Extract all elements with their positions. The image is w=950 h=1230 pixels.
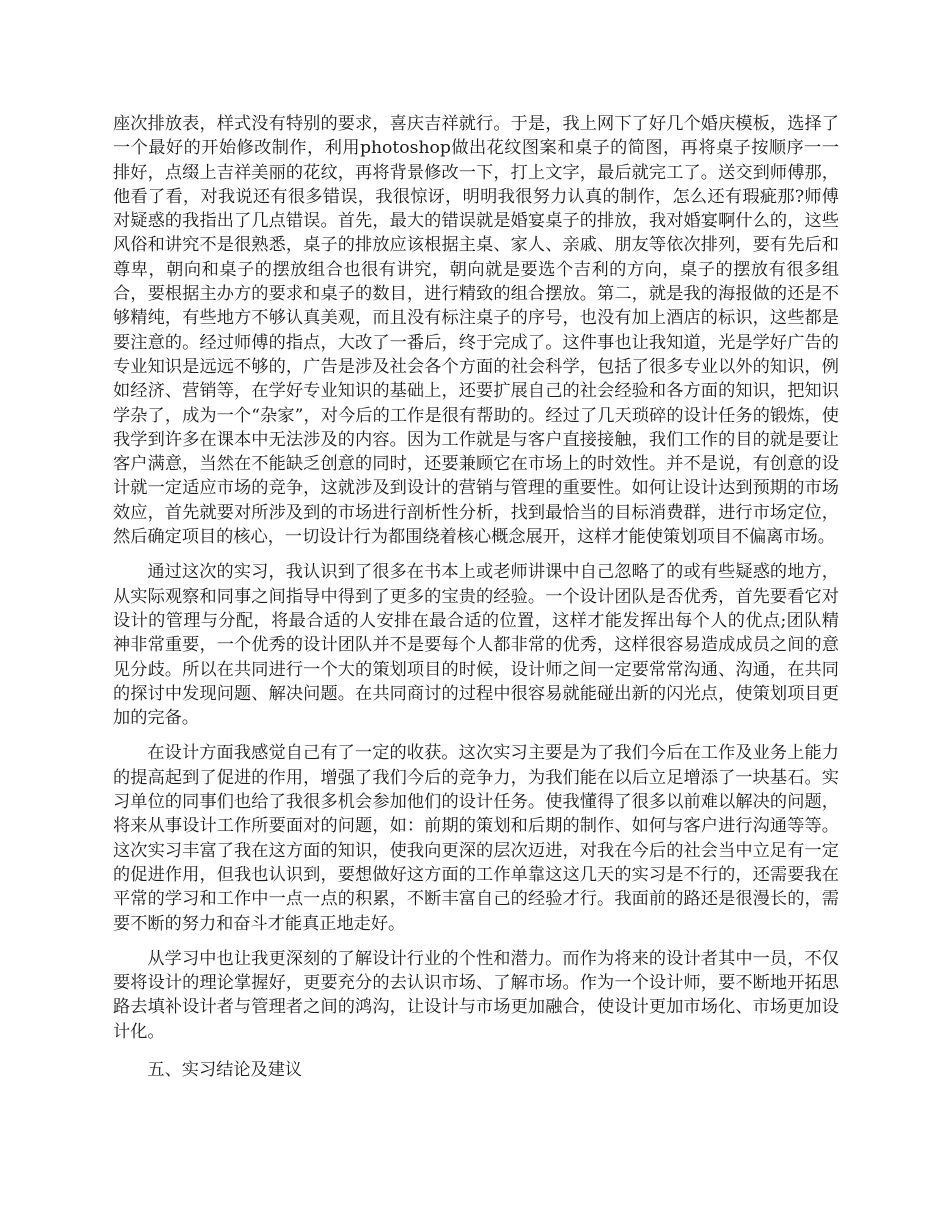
body-paragraph-3: 在设计方面我感觉自己有了一定的收获。这次实习主要是为了我们今后在工作及业务上能力的提高起到了促进的作用，增强了我们今后的竞争力，为我们能在以后立足增添了一块基石。实习单位的同事们也给了我很多机会参加他们的设计任务。使我懂得了很多以前难以解决的问题，将来从事设计工作所要面对的问题，如：前期的策划和后期的制作、如何与客户进行沟通等等。这次实习丰富了我在这方面的知识，使我向更深的层次迈进，对我在今后的社会当中立足有一定的促进作用，但我也认识到，要想做好这方面的工作单靠这这几天的实习是不行的，还需要我在平常的学习和工作中一点一点的积累，不断丰富自己的经验才行。我面前的路还是很漫长的，需要不断的努力和奋斗才能真正地走好。 (113, 743, 839, 934)
document-page (113, 112, 839, 1082)
body-paragraph-1: 座次排放表，样式没有特别的要求，喜庆吉祥就行。于是，我上网下了好几个婚庆模板，选择了一个最好的开始修改制作，利用photoshop做出花纹图案和桌子的简图，再将桌子按顺序一一排好，点缀上吉祥美丽的花纹，再将背景修改一下，打上文字，最后就完工了。送交到师傅那，他看了看，对我说还有很多错误，我很惊讶，明明我很努力认真的制作，怎么还有瑕疵那?师傅对疑惑的我指出了几点错误。首先，最大的错误就是婚宴桌子的排放，我对婚宴啊什么的，这些风俗和讲究不是很熟悉，桌子的排放应该根据主桌、家人、亲戚、朋友等依次排列，要有先后和尊卑，朝向和桌子的摆放组合也很有讲究，朝向就是要选个吉利的方向，桌子的摆放有很多组合，要根据主办方的要求和桌子的数目，进行精致的组合摆放。第二，就是我的海报做的还是不够精纯，有些地方不够认真美观，而且没有标注桌子的序号，也没有加上酒店的标识，这些都是要注意的。经过师傅的指点，大改了一番后，终于完成了。这件事也让我知道，光是学好广告的专业知识是远远不够的，广告是涉及社会各个方面的社会科学，包括了很多专业以外的知识，例如经济、营销等，在学好专业知识的基础上，还要扩展自己的社会经验和各方面的知识，把知识学杂了，成为一个“杂家”，对今后的工作是很有帮助的。经过了几天琐碎的设计任务的锻炼，使我学到许多在课本中无法涉及的内容。因为工作就是与客户直接接触，我们工作的目的就是要让客户满意，当然在不能缺乏创意的同时，还要兼顾它在市场上的时效性。并不是说，有创意的设计就一定适应市场的竞争，这就涉及到设计的营销与管理的重要性。如何让设计达到预期的市场效应，首先就要对所涉及到的市场进行剖析性分析，找到最恰当的目标消费群，进行市场定位，然后确定项目的核心，一切设计行为都围绕着核心概念展开，这样才能使策划项目不偏离市场。 (113, 114, 839, 548)
section-heading: 五、实习结论及建议 (147, 1059, 303, 1080)
body-paragraph-2: 通过这次的实习，我认识到了很多在书本上或老师讲课中自己忽略了的或有些疑惑的地方，从实际观察和同事之间指导中得到了更多的宝贵的经验。一个设计团队是否优秀，首先要看它对设计的管理与分配，将最合适的人安排在最合适的位置，这样才能发挥出每个人的优点;团队精神非常重要，一个优秀的设计团队并不是要每个人都非常的优秀，这样很容易造成成员之间的意见分歧。所以在共同进行一个大的策划项目的时候，设计师之间一定要常常沟通、沟通，在共同的探讨中发现问题、解决问题。在共同商讨的过程中很容易就能碰出新的闪光点，使策划项目更加的完备。 (113, 562, 839, 729)
body-paragraph-4: 从学习中也让我更深刻的了解设计行业的个性和潜力。而作为将来的设计者其中一员，不仅要将设计的理论掌握好，更要充分的去认识市场、了解市场。作为一个设计师，要不断地开拓思路去填补设计者与管理者之间的鸿沟，让设计与市场更加融合，使设计更加市场化、市场更加设计化。 (113, 948, 839, 1042)
